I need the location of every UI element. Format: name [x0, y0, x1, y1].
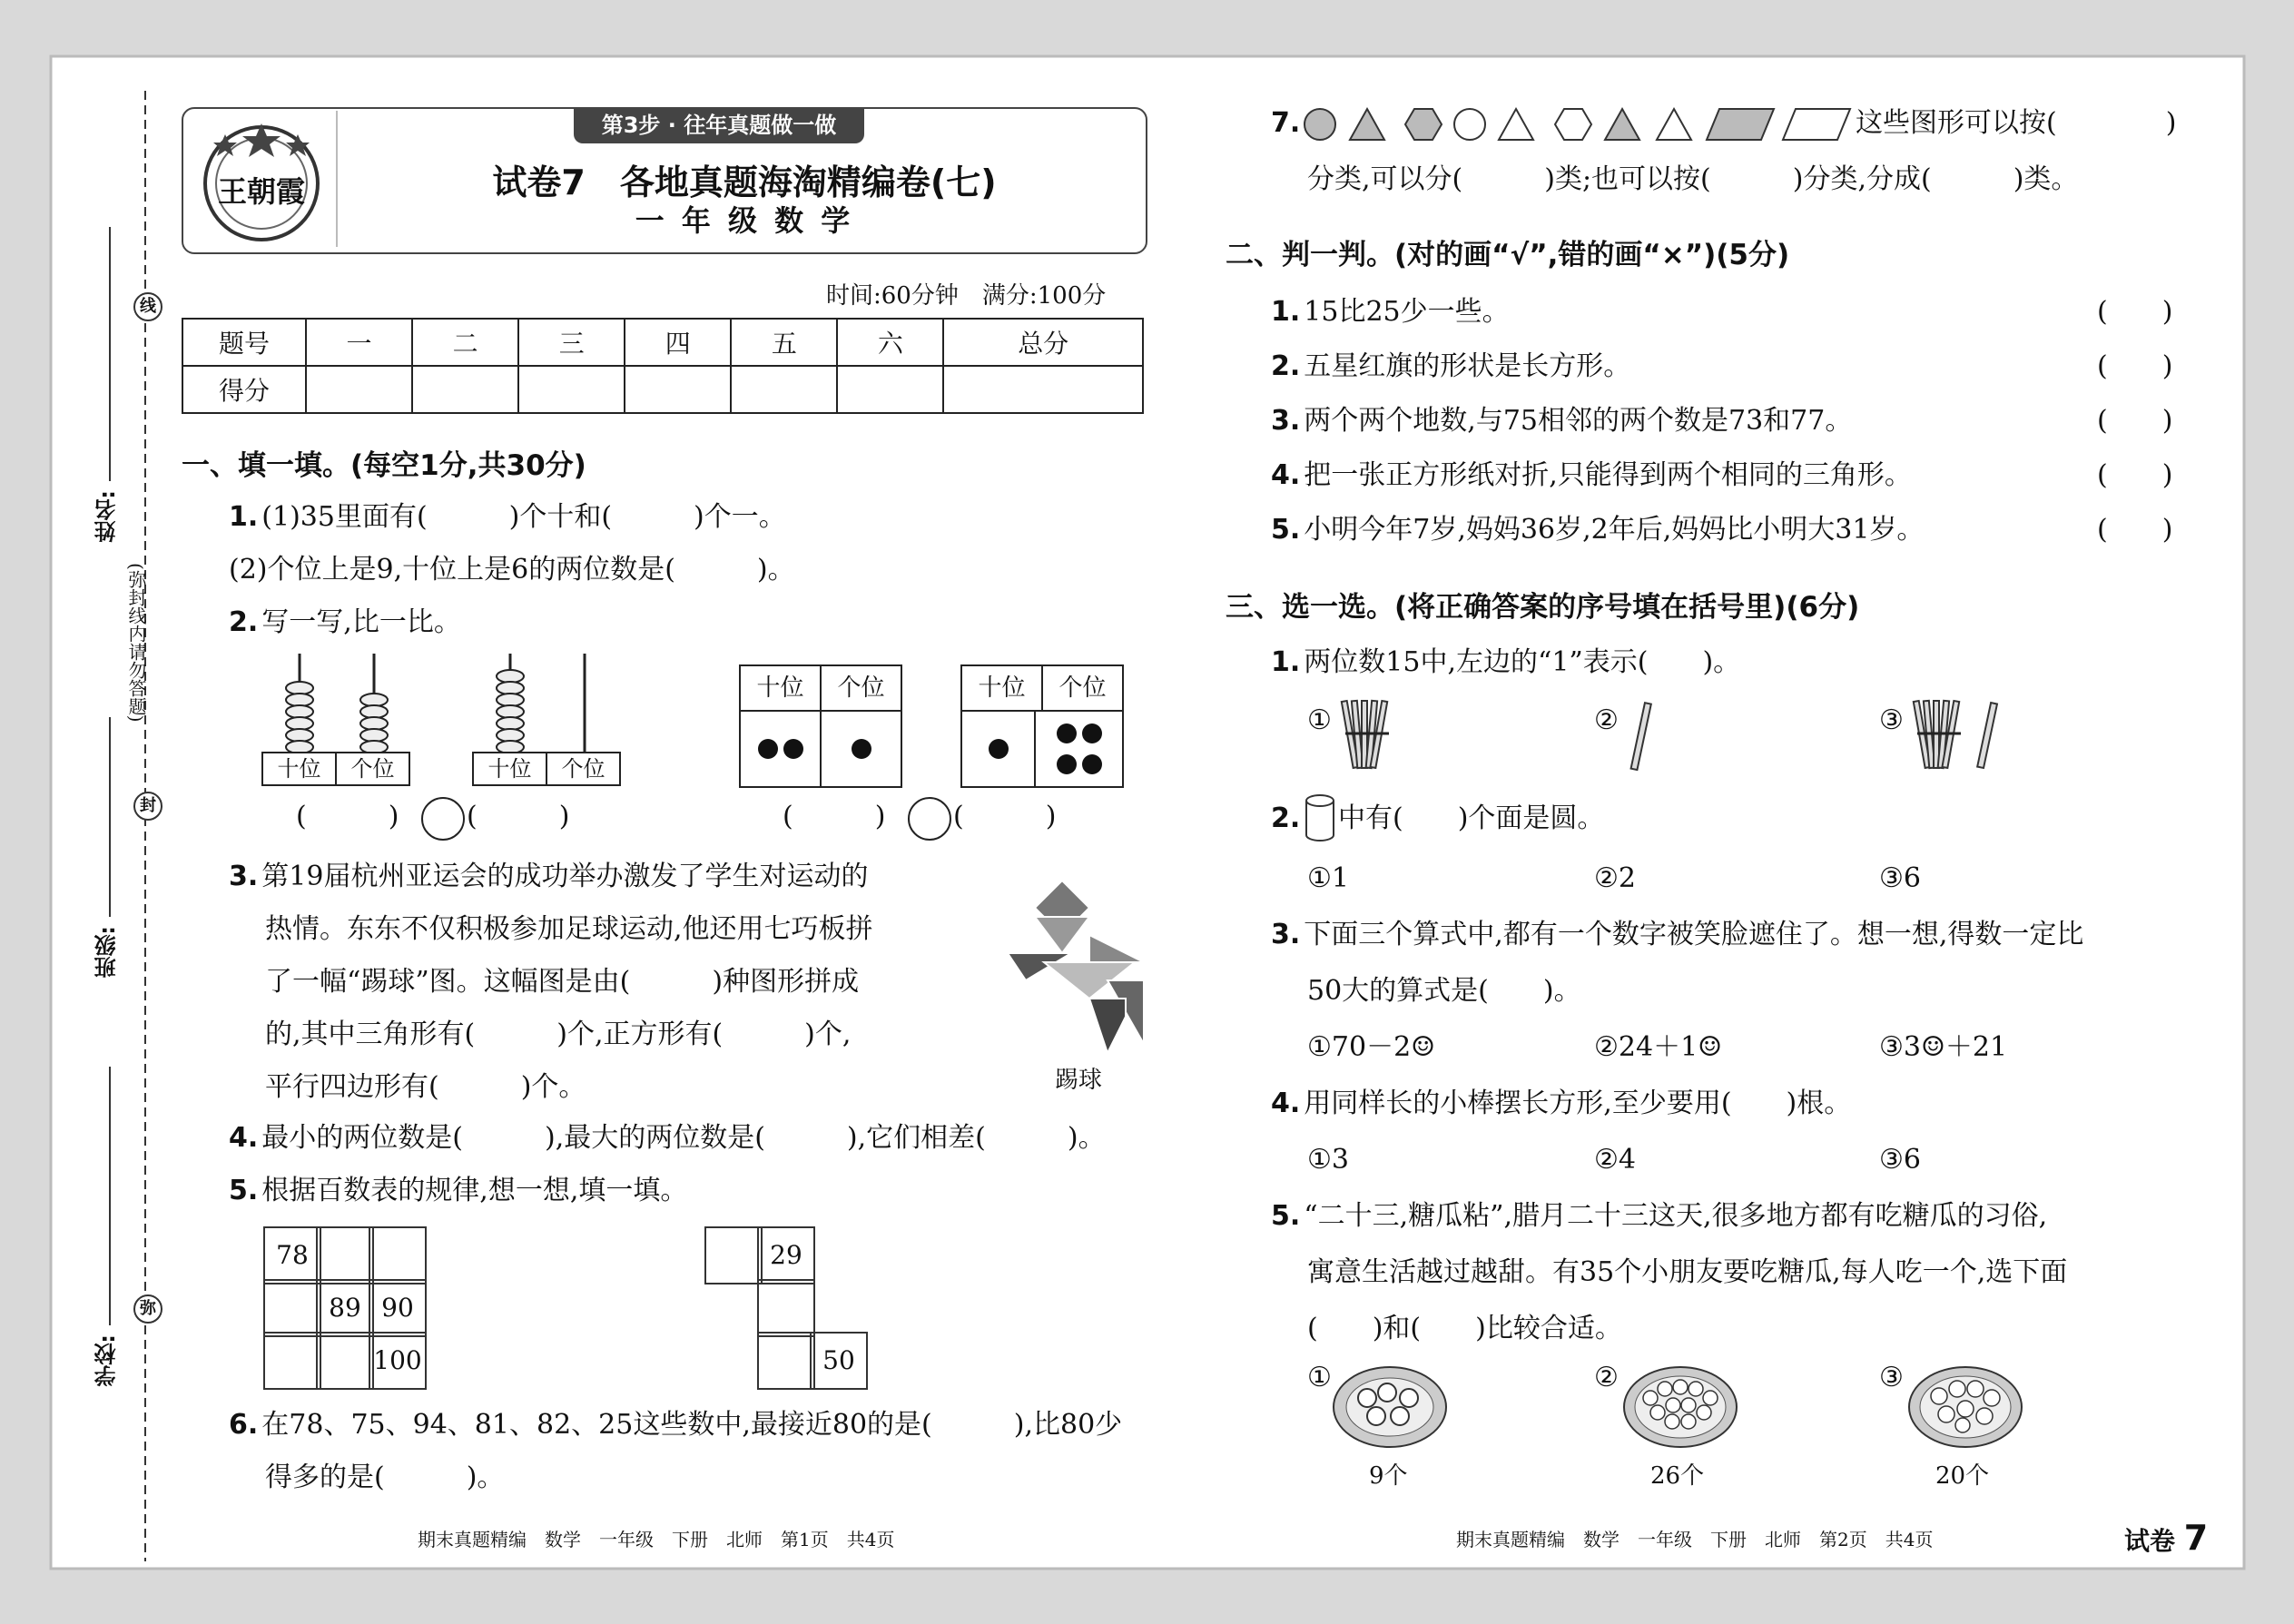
- q-number: 3.: [229, 861, 259, 892]
- abacus-2-labels: [472, 752, 621, 786]
- option-text[interactable]: ②24＋1: [1594, 1031, 1698, 1063]
- seal-line-mark: 线: [133, 292, 162, 321]
- choice-3-opt2: [1594, 1031, 1722, 1064]
- tens-label: 十位: [263, 753, 337, 784]
- choice-3-line2: 50大的算式是( )。: [1307, 975, 1581, 1007]
- score-header: 五: [731, 319, 837, 366]
- choice-4-opt1[interactable]: ①3: [1307, 1144, 1349, 1176]
- page-subtitle: 一 年 级 数 学: [635, 203, 854, 238]
- q-text: 根据百数表的规律,想一想,填一填。: [261, 1175, 688, 1206]
- header-divider: [336, 111, 338, 247]
- option-text: ＋21: [1944, 1031, 2008, 1063]
- paper-tag-label: 试卷: [2124, 1526, 2176, 1556]
- q3-line2: 热情。东东不仅积极参加足球运动,他还用七巧板拼: [265, 913, 873, 945]
- q-number: 5.: [1271, 1200, 1301, 1232]
- compare-2-left[interactable]: ( ): [783, 801, 886, 832]
- choice-3-opt3: [1879, 1031, 2007, 1064]
- cylinder-icon: [1304, 793, 1336, 842]
- q7-shapes: [1300, 103, 1854, 145]
- grid-cell: 90: [369, 1279, 427, 1337]
- score-table: [182, 318, 1144, 414]
- judge-3: [1271, 405, 1852, 438]
- q7-line2: 分类,可以分( )类;也可以按( )分类,分成( )类。: [1307, 163, 2079, 195]
- choice-2-text: 中有( )个面是圆。: [1338, 802, 1605, 834]
- compare-1-circle[interactable]: [421, 797, 465, 841]
- choice-4-opt2[interactable]: ②4: [1594, 1144, 1636, 1176]
- q-text: 五星红旗的形状是长方形。: [1304, 350, 1631, 382]
- compare-2-circle[interactable]: [908, 797, 951, 841]
- q-text: 两位数15中,左边的“1”表示( )。: [1304, 646, 1741, 678]
- q2: [229, 606, 461, 639]
- q-text: 在78、75、94、81、82、25这些数中,最接近80的是( ),比80少: [261, 1409, 1123, 1441]
- q-text: 下面三个算式中,都有一个数字被笑脸遮住了。想一想,得数一定比: [1304, 919, 2084, 950]
- tens-label: 十位: [474, 753, 547, 784]
- q-text: 用同样长的小棒摆长方形,至少要用( )根。: [1304, 1088, 1852, 1119]
- grid-cell-blank[interactable]: [369, 1226, 427, 1284]
- choice-5-line2: 寓意生活越过越甜。有35个小朋友要吃糖瓜,每人吃一个,选下面: [1307, 1256, 2068, 1288]
- q-number: 6.: [229, 1409, 259, 1441]
- q-number: 2.: [1271, 802, 1301, 834]
- choice-4: [1271, 1088, 1851, 1120]
- judge-3-answer[interactable]: ( ): [2097, 405, 2173, 437]
- q-number: 4.: [229, 1122, 259, 1154]
- q7-line1: 这些图形可以按( ): [1856, 107, 2177, 139]
- choice-1-opt3[interactable]: ③: [1879, 704, 1904, 736]
- q-number: 5.: [1271, 514, 1301, 546]
- footer-left: 期末真题精编 数学 一年级 下册 北师 第1页 共4页: [418, 1529, 895, 1550]
- ones-label: 个位: [561, 756, 605, 782]
- grid-cell-blank[interactable]: [757, 1332, 815, 1390]
- smiley-icon: ☺: [1698, 1031, 1723, 1063]
- q-number: 1.: [1271, 646, 1301, 678]
- section3-title: 三、选一选。(将正确答案的序号填在括号里)(6分): [1226, 591, 1860, 624]
- choice-5-line1: [1271, 1200, 2047, 1233]
- score-header: 三: [518, 319, 625, 366]
- grid-cell-blank[interactable]: [263, 1332, 321, 1390]
- grid-cell-blank[interactable]: [704, 1226, 763, 1284]
- score-cell[interactable]: [731, 366, 837, 413]
- seal-seal-mark: 封: [133, 792, 162, 821]
- score-cell[interactable]: [412, 366, 518, 413]
- section2-title: 二、判一判。(对的画“√”,错的画“×”)(5分): [1226, 239, 1790, 271]
- paper-tag: [2124, 1518, 2208, 1558]
- smiley-icon: ☺: [1920, 1031, 1945, 1063]
- stick-bundle-icon: [1340, 697, 1394, 773]
- seal-mi-mark: 弥: [133, 1294, 162, 1324]
- place-value-chart-1: [739, 664, 902, 788]
- choice-1: [1271, 646, 1740, 679]
- school-field[interactable]: [109, 1067, 111, 1325]
- tangram-figure: [1008, 881, 1153, 1058]
- binding-note: (弥封线内请勿答题): [125, 563, 147, 723]
- q-number: 7.: [1271, 107, 1301, 139]
- score-header: 六: [837, 319, 943, 366]
- score-cell[interactable]: [943, 366, 1143, 413]
- score-cell[interactable]: [306, 366, 412, 413]
- choice-1-opt1[interactable]: ①: [1307, 704, 1332, 736]
- q-text: (1)35里面有( )个十和( )个一。: [261, 501, 786, 533]
- candy-count-3: 20个: [1935, 1462, 1990, 1490]
- q1-part2: (2)个位上是9,十位上是6的两位数是( )。: [229, 554, 795, 586]
- q-number: 1.: [1271, 296, 1301, 328]
- grid-cell: 78: [263, 1226, 321, 1284]
- step-banner: 第3步 · 往年真题做一做: [574, 107, 864, 143]
- tens-label: 十位: [741, 666, 822, 710]
- logo-text: 王朝霞: [217, 174, 305, 209]
- score-cell[interactable]: [518, 366, 625, 413]
- choice-3-line1: [1271, 919, 2083, 951]
- q7-number: [1271, 107, 1304, 140]
- q-text: 第19届杭州亚运会的成功举办激发了学生对运动的: [261, 861, 869, 892]
- q-number: 4.: [1271, 1088, 1301, 1119]
- judge-1: [1271, 296, 1510, 329]
- candy-count-2: 26个: [1650, 1462, 1705, 1490]
- grid-cell: 100: [369, 1332, 427, 1390]
- option-text[interactable]: ①70－2: [1307, 1031, 1412, 1063]
- choice-2-opt1[interactable]: ①1: [1307, 862, 1349, 894]
- choice-5-line3: ( )和( )比较合适。: [1307, 1313, 1622, 1344]
- compare-2-right[interactable]: ( ): [953, 801, 1057, 832]
- score-header: 四: [625, 319, 731, 366]
- q-text: 两个两个地数,与75相邻的两个数是73和77。: [1304, 405, 1853, 437]
- compare-1-right[interactable]: ( ): [467, 801, 570, 832]
- q-number: 5.: [229, 1175, 259, 1206]
- candy-plate-icon: [1621, 1362, 1739, 1452]
- q-number: 1.: [229, 501, 259, 533]
- choice-5-opt1[interactable]: ①: [1307, 1362, 1332, 1393]
- q3-line1: [229, 861, 868, 893]
- ones-label: 个位: [1058, 674, 1107, 702]
- q-text: 15比25少一些。: [1304, 296, 1510, 328]
- choice-2: [1271, 802, 1304, 835]
- paper-tag-number: 7: [2183, 1518, 2209, 1558]
- score-cell[interactable]: [625, 366, 731, 413]
- page-title: 试卷7 各地真题海淘精编卷(七): [492, 162, 997, 202]
- grid-cell: 89: [316, 1279, 374, 1337]
- grid-cell: 50: [810, 1332, 868, 1390]
- class-field[interactable]: [109, 717, 111, 917]
- judge-1-answer[interactable]: ( ): [2097, 296, 2173, 328]
- logo: [189, 113, 334, 245]
- choice-1-opt2[interactable]: ②: [1594, 704, 1619, 736]
- judge-4: [1271, 459, 1912, 492]
- grid-cell-blank[interactable]: [263, 1279, 321, 1337]
- q-text: 小明今年7岁,妈妈36岁,2年后,妈妈比小明大31岁。: [1304, 514, 1925, 546]
- q6-line1: [229, 1409, 1122, 1442]
- choice-4-opt3[interactable]: ③6: [1879, 1144, 1921, 1176]
- abacus-1-labels: [261, 752, 410, 786]
- q-text: “二十三,糖瓜粘”,腊月二十三这天,很多地方都有吃糖瓜的习俗,: [1304, 1200, 2048, 1232]
- q5: [229, 1175, 687, 1207]
- q3-line5: 平行四边形有( )个。: [265, 1071, 586, 1103]
- score-header: 总分: [943, 319, 1143, 366]
- q3-line4: 的,其中三角形有( )个,正方形有( )个,: [265, 1019, 852, 1050]
- choice-5-opt3[interactable]: ③: [1879, 1362, 1904, 1393]
- candy-plate-icon: [1331, 1362, 1449, 1452]
- compare-1-left[interactable]: ( ): [296, 801, 399, 832]
- judge-4-answer[interactable]: ( ): [2097, 459, 2173, 491]
- q4: [229, 1122, 1106, 1155]
- q-number: 3.: [1271, 919, 1301, 950]
- grid-cell-blank[interactable]: [316, 1226, 374, 1284]
- judge-2-answer[interactable]: ( ): [2097, 350, 2173, 382]
- time-info: 时间:60分钟 满分:100分: [826, 282, 1107, 310]
- option-text[interactable]: ③3: [1879, 1031, 1921, 1063]
- q3-line3: 了一幅“踢球”图。这幅图是由( )种图形拼成: [265, 966, 860, 998]
- choice-2-opt2[interactable]: ②2: [1594, 862, 1636, 894]
- tens-label: 十位: [962, 666, 1043, 710]
- candy-count-1: 9个: [1369, 1462, 1408, 1490]
- q-number: 3.: [1271, 405, 1301, 437]
- single-stick-icon: [1629, 701, 1656, 773]
- score-header: 题号: [182, 319, 306, 366]
- candy-plate-icon: [1906, 1362, 2024, 1452]
- q-text: 写一写,比一比。: [261, 606, 461, 638]
- score-row-label: 得分: [182, 366, 306, 413]
- q-number: 2.: [1271, 350, 1301, 382]
- choice-5-opt2[interactable]: ②: [1594, 1362, 1619, 1393]
- grid-cell-blank[interactable]: [757, 1279, 815, 1337]
- q-number: 4.: [1271, 459, 1301, 491]
- score-header: 一: [306, 319, 412, 366]
- name-label: 姓名:: [94, 490, 120, 543]
- score-cell[interactable]: [837, 366, 943, 413]
- q1-part1: [229, 501, 786, 534]
- section1-title: 一、填一填。(每空1分,共30分): [182, 449, 586, 482]
- smiley-icon: ☺: [1411, 1031, 1436, 1063]
- place-value-chart-2: [960, 664, 1124, 788]
- ones-label: 个位: [837, 674, 885, 702]
- judge-5-answer[interactable]: ( ): [2097, 514, 2173, 546]
- choice-3-opt1: [1307, 1031, 1435, 1064]
- ones-label: 个位: [350, 756, 395, 782]
- score-header: 二: [412, 319, 518, 366]
- grid-cell-blank[interactable]: [316, 1332, 374, 1390]
- name-field[interactable]: [109, 227, 111, 481]
- bundle-and-stick-icon: [1912, 697, 2012, 773]
- footer-right: 期末真题精编 数学 一年级 下册 北师 第2页 共4页: [1456, 1529, 1934, 1550]
- tangram-caption: 踢球: [1055, 1067, 1103, 1094]
- class-label: 班级:: [94, 926, 120, 979]
- q6-line2: 得多的是( )。: [265, 1462, 505, 1493]
- school-label: 学校:: [94, 1334, 120, 1387]
- q-text: 把一张正方形纸对折,只能得到两个相同的三角形。: [1304, 459, 1912, 491]
- q-text: 最小的两位数是( ),最大的两位数是( ),它们相差( )。: [261, 1122, 1106, 1154]
- grid-cell: 29: [757, 1226, 815, 1284]
- choice-2-opt3[interactable]: ③6: [1879, 862, 1921, 894]
- judge-2: [1271, 350, 1630, 383]
- judge-5: [1271, 514, 1924, 546]
- q-number: 2.: [229, 606, 259, 638]
